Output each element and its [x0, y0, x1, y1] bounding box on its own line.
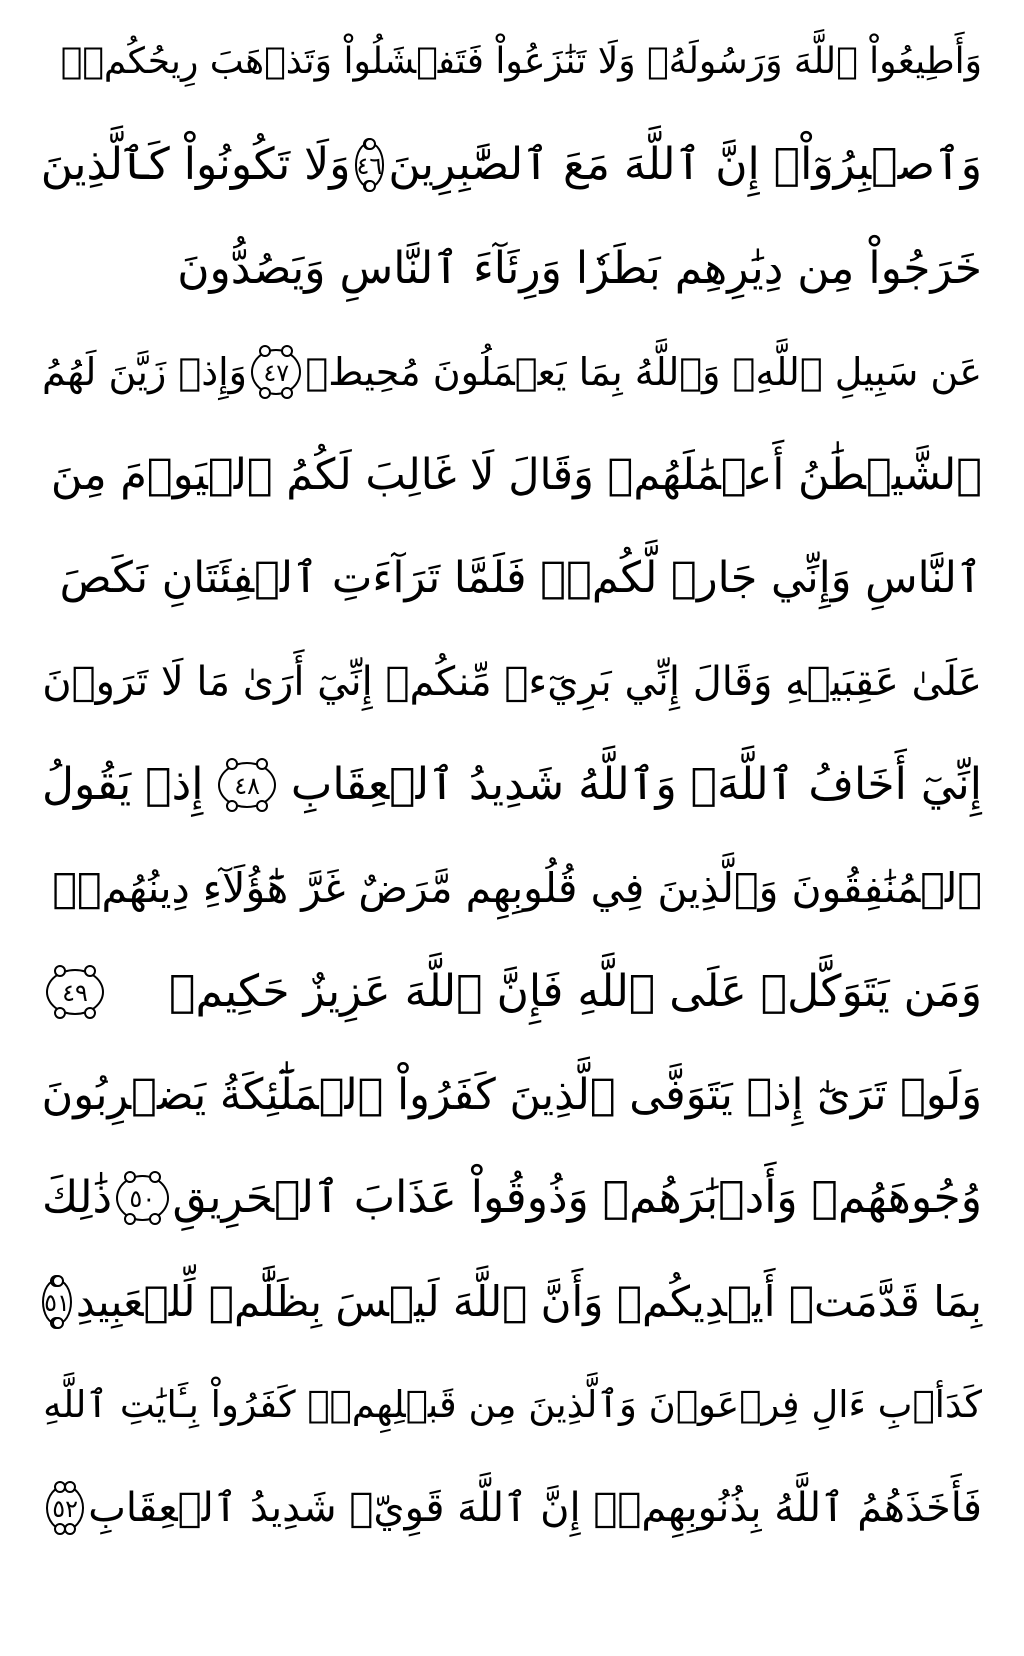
verse-text: إِذۡ يَقُولُ [42, 759, 204, 811]
verse-text: وَأَطِيعُواْ ٱللَّهَ وَرَسُولَهُۥ وَلَا تَنَٰزَعُواْ فَتَفۡشَلُواْ وَتَذۡهَبَ رِيحُكُمۡۖ [60, 41, 982, 82]
text-line-11 [42, 1047, 982, 1143]
text-line-7 [42, 634, 982, 730]
ayah-number-marker [46, 1485, 84, 1531]
ayah-number: ٥٠ [129, 1185, 156, 1214]
text-line-10 [42, 944, 982, 1040]
text-line-12 [42, 1150, 982, 1246]
text-line-13 [42, 1254, 982, 1350]
text-line-1 [42, 14, 982, 110]
ayah-number: ٥١ [44, 1288, 70, 1317]
ayah-number-marker [355, 142, 385, 188]
text-line-9 [42, 840, 982, 936]
verse-text: فَأَخَذَهُمُ ٱللَّهُ بِذُنُوبِهِمۡۗ إِنَّ ٱللَّهَ قَوِيّٞ شَدِيدُ ٱلۡعِقَابِ [88, 1485, 982, 1532]
ayah-number-marker [218, 762, 276, 808]
verse-text: وَلَا تَكُونُواْ كَٱلَّذِينَ [40, 139, 351, 191]
ayah-number: ٥٢ [52, 1495, 79, 1524]
verse-text: عَلَىٰ عَقِبَيۡهِ وَقَالَ إِنِّي بَرِيٓءٞ مِّنكُمۡ إِنِّيٓ أَرَىٰ مَا لَا تَرَوۡنَ [42, 658, 982, 705]
text-line-14 [42, 1357, 982, 1453]
verse-text: وُجُوهَهُمۡ وَأَدۡبَٰرَهُمۡ وَذُوقُواْ عَذَابَ ٱلۡحَرِيقِ [172, 1172, 982, 1224]
verse-text: وَإِذۡ زَيَّنَ لَهُمُ [42, 349, 248, 394]
ayah-number-marker [116, 1175, 168, 1221]
ayah-number-marker [251, 349, 301, 395]
verse-text: ٱلشَّيۡطَٰنُ أَعۡمَٰلَهُمۡ وَقَالَ لَا غَالِبَ لَكُمُ ٱلۡيَوۡمَ مِنَ [50, 450, 982, 501]
ayah-number-marker [42, 1279, 72, 1325]
text-line-4 [42, 324, 982, 420]
ayah-number: ٤٦ [356, 152, 383, 181]
verse-text: وَمَن يَتَوَكَّلۡ عَلَى ٱللَّهِ فَإِنَّ ٱللَّهَ عَزِيزٌ حَكِيمٞ [169, 965, 982, 1017]
ayah-number-marker [46, 969, 104, 1015]
verse-text: ٱلۡمُنَٰفِقُونَ وَٱلَّذِينَ فِي قُلُوبِهِم مَّرَضٌ غَرَّ هَٰٓؤُلَآءِ دِينُهُمۡۗ [52, 864, 982, 913]
text-line-15 [42, 1460, 982, 1556]
ayah-number: ٤٩ [62, 978, 88, 1007]
verse-text: كَدَأۡبِ ءَالِ فِرۡعَوۡنَ وَٱلَّذِينَ مِن قَبۡلِهِمۡۚ كَفَرُواْ بِـَٔايَٰتِ ٱللَّهِ [43, 1382, 982, 1426]
verse-text: إِنِّيٓ أَخَافُ ٱللَّهَۚ وَٱللَّهُ شَدِيدُ ٱلۡعِقَابِ [290, 759, 982, 811]
verse-text: وَلَوۡ تَرَىٰٓ إِذۡ يَتَوَفَّى ٱلَّذِينَ كَفَرُواْ ٱلۡمَلَٰٓئِكَةُ يَضۡرِبُونَ [41, 1069, 982, 1120]
verse-text: وَٱصۡبِرُوٓاْۚ إِنَّ ٱللَّهَ مَعَ ٱلصَّٰبِرِينَ [388, 139, 982, 191]
text-line-5 [42, 427, 982, 523]
text-line-3 [42, 221, 982, 317]
verse-text: ذَٰلِكَ [42, 1172, 113, 1224]
text-line-8 [42, 737, 982, 833]
text-line-6 [42, 530, 982, 626]
text-line-2 [42, 117, 982, 213]
verse-text: عَن سَبِيلِ ٱللَّهِۚ وَٱللَّهُ بِمَا يَعۡمَلُونَ مُحِيطٞ [305, 349, 982, 394]
verse-text: ٱلنَّاسِ وَإِنِّي جَارٞ لَّكُمۡۖ فَلَمَّا تَرَآءَتِ ٱلۡفِئَتَانِ نَكَصَ [59, 553, 982, 604]
verse-text: بِمَا قَدَّمَتۡ أَيۡدِيكُمۡ وَأَنَّ ٱللَّهَ لَيۡسَ بِظَلَّٰمٖ لِّلۡعَبِيدِ [75, 1276, 982, 1326]
verse-text: خَرَجُواْ مِن دِيَٰرِهِم بَطَرٗا وَرِئَآءَ ٱلنَّاسِ وَيَصُدُّونَ [177, 242, 982, 294]
ayah-number: ٤٨ [234, 772, 261, 801]
ayah-number: ٤٧ [263, 358, 290, 387]
